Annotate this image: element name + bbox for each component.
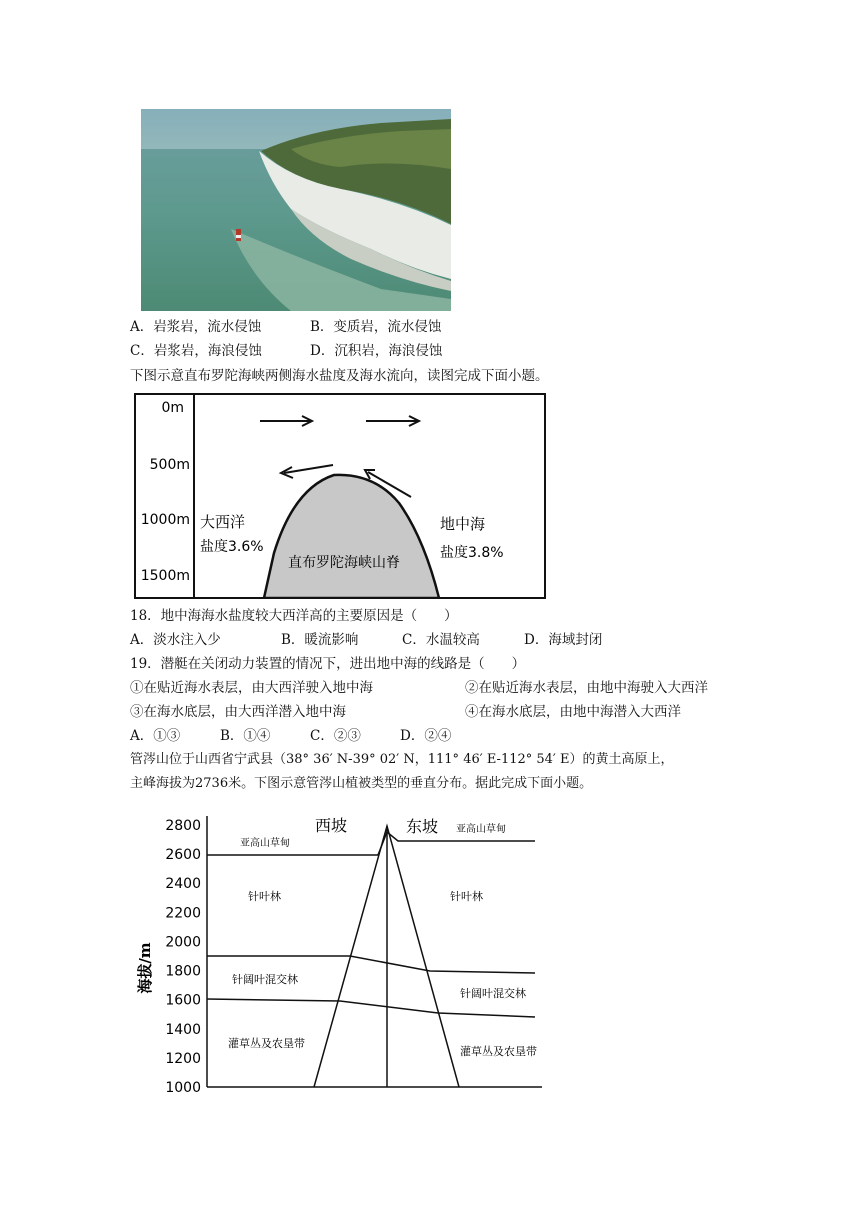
q19-item-3: ③在海水底层，由大西洋潜入地中海 — [130, 704, 346, 720]
q18-option-a: A．淡水注入少 — [130, 632, 221, 648]
boundary-mixed — [207, 956, 535, 973]
depth-label-1000: 1000m — [140, 512, 190, 528]
depth-label-0: 0m — [161, 400, 184, 416]
atlantic-label: 大西洋 — [200, 513, 246, 531]
q18-stem: 18．地中海海水盐度较大西洋高的主要原因是（ ） — [130, 608, 458, 624]
atlantic-salinity: 盐度3.6% — [200, 539, 264, 555]
zone-conifer-west: 针叶林 — [248, 890, 281, 903]
mediterranean-salinity: 盐度3.8% — [440, 545, 504, 561]
zone-conifer-east: 针叶林 — [450, 890, 483, 903]
gibraltar-intro: 下图示意直布罗陀海峡两侧海水盐度及海水流向，读图完成下面小题。 — [130, 368, 549, 384]
y-tick-label: 1000 — [165, 1080, 201, 1096]
y-tick-label: 2600 — [165, 847, 201, 864]
vegetation-diagram — [130, 808, 550, 1098]
y-tick-label: 2200 — [165, 905, 201, 922]
zone-shrub-west: 灌草丛及农垦带 — [228, 1037, 305, 1050]
q19-item-4: ④在海水底层，由地中海潜入大西洋 — [465, 704, 681, 720]
q19-stem: 19．潜艇在关闭动力装置的情况下，进出地中海的线路是（ ） — [130, 656, 526, 672]
zone-mixed-west: 针阔叶混交林 — [232, 973, 298, 986]
gibraltar-diagram — [134, 393, 546, 599]
zone-alpine-west: 亚高山草甸 — [240, 838, 290, 849]
prev-option-c: C．岩浆岩，海浪侵蚀 — [130, 343, 262, 359]
q19-option-b: B．①④ — [220, 728, 271, 744]
depth-label-500: 500m — [149, 457, 190, 473]
prev-option-d: D．沉积岩，海浪侵蚀 — [310, 343, 443, 359]
q19-option-a: A．①③ — [130, 728, 181, 744]
prev-option-b: B．变质岩，流水侵蚀 — [310, 319, 442, 335]
y-tick-label: 2000 — [165, 934, 201, 951]
y-tick-label: 2400 — [165, 876, 201, 893]
q19-option-d: D．②④ — [400, 728, 452, 744]
west-slope-label: 西坡 — [315, 816, 348, 835]
y-tick-label: 1800 — [165, 963, 201, 980]
y-tick-label: 1600 — [165, 992, 201, 1009]
y-axis-title: 海拔/m — [136, 942, 154, 994]
guancen-intro-line1: 管涔山位于山西省宁武县（38° 36′ N-39° 02′ N，111° 46′ E-112° 54′ E）的黄土高原上， — [130, 752, 674, 767]
prev-option-a: A．岩浆岩，流水侵蚀 — [130, 319, 262, 335]
zone-alpine-east: 亚高山草甸 — [456, 824, 506, 835]
y-tick-label: 1200 — [165, 1050, 201, 1067]
guancen-intro-line2: 主峰海拔为2736米。下图示意管涔山植被类型的垂直分布。据此完成下面小题。 — [130, 776, 593, 791]
cliff-photo — [141, 109, 451, 311]
boundary-shrub — [207, 999, 535, 1017]
q19-item-2: ②在贴近海水表层，由地中海驶入大西洋 — [465, 680, 708, 696]
zone-shrub-east: 灌草丛及农垦带 — [460, 1045, 537, 1058]
east-slope-label: 东坡 — [406, 817, 439, 836]
y-tick-label: 2800 — [165, 818, 201, 834]
depth-label-1500: 1500m — [140, 568, 190, 584]
zone-mixed-east: 针阔叶混交林 — [460, 987, 526, 1000]
q18-option-d: D．海域封闭 — [524, 632, 603, 648]
q18-option-b: B．暖流影响 — [281, 632, 359, 648]
mediterranean-label: 地中海 — [440, 515, 486, 533]
q19-option-c: C．②③ — [310, 728, 361, 744]
q19-item-1: ①在贴近海水表层，由大西洋驶入地中海 — [130, 680, 373, 696]
y-tick-label: 1400 — [165, 1021, 201, 1038]
ridge-label: 直布罗陀海峡山脊 — [288, 555, 400, 571]
q18-option-c: C．水温较高 — [402, 632, 480, 648]
